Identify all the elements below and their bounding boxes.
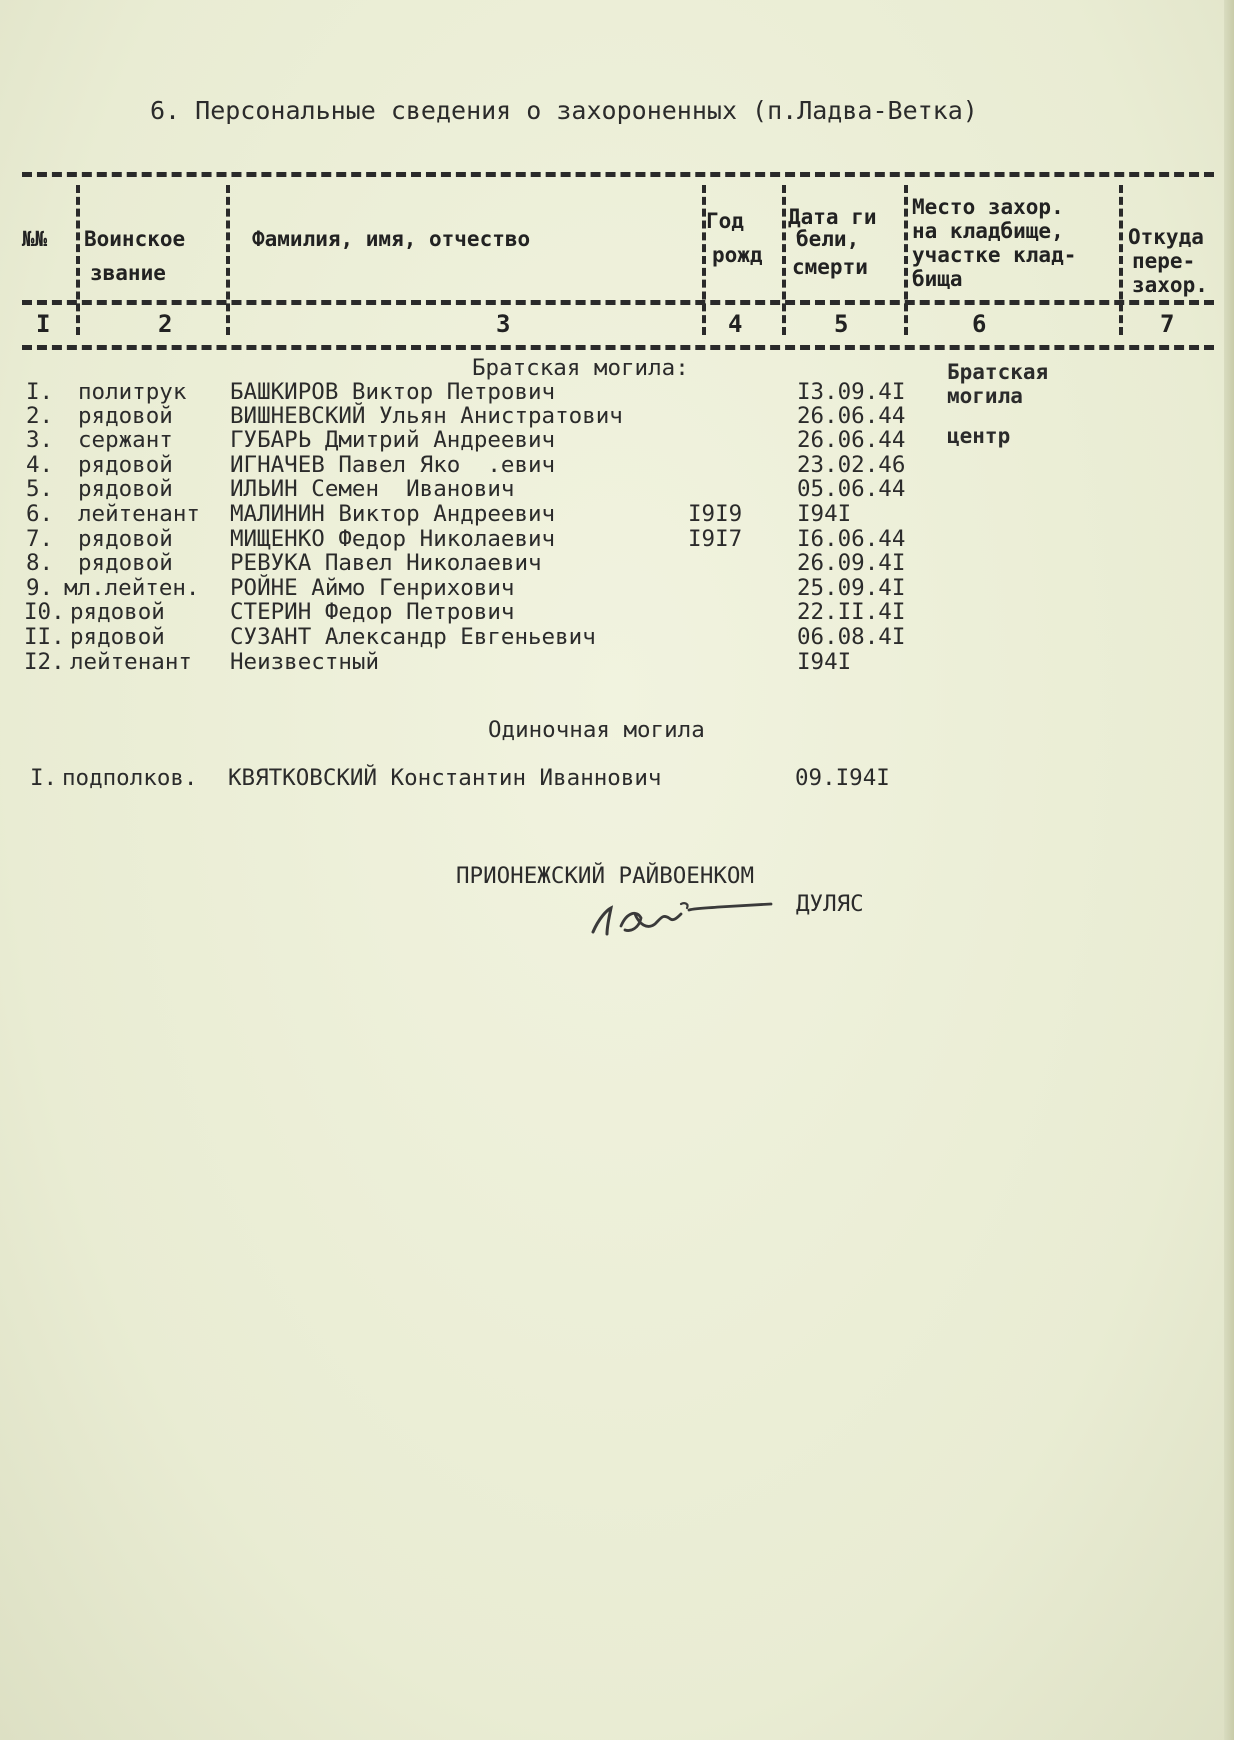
burial-place-line2: могила: [947, 384, 1023, 408]
row-death-date: 09.I94I: [795, 765, 890, 791]
row-rank: рядовой: [70, 624, 165, 650]
burial-place-line3: центр: [947, 424, 1011, 448]
row-rank: рядовой: [78, 476, 173, 502]
header-death-line1: Дата ги: [788, 205, 877, 229]
header-place-line1: Место захор.: [912, 195, 1064, 219]
row-rank: рядовой: [78, 550, 173, 576]
header-birth-line2: рожд: [712, 243, 763, 267]
row-rank: лейтенант: [70, 649, 192, 675]
row-rank: рядовой: [70, 599, 165, 625]
row-full-name: МАЛИНИН Виктор Андреевич: [230, 501, 556, 527]
row-birth-year: I9I9: [688, 501, 743, 527]
header-full-name: Фамилия, имя, отчество: [252, 227, 531, 251]
row-number: I.: [26, 379, 54, 405]
row-death-date: I3.09.4I: [797, 379, 906, 405]
row-death-date: 26.06.44: [797, 403, 906, 429]
row-death-date: 05.06.44: [797, 476, 906, 502]
row-number: 8.: [26, 550, 54, 576]
row-number: 2.: [26, 403, 54, 429]
row-rank: политрук: [78, 379, 187, 405]
row-full-name: РЕВУКА Павел Николаевич: [230, 550, 542, 576]
column-separator: [904, 185, 908, 335]
row-birth-year: I9I7: [688, 526, 743, 552]
burial-place-line1: Братская: [947, 360, 1049, 384]
row-full-name: РОЙНЕ Аймо Генрихович: [230, 575, 515, 601]
row-rank: мл.лейтен.: [64, 575, 200, 601]
column-separator: [1119, 185, 1123, 335]
row-rank: рядовой: [78, 526, 173, 552]
single-grave-heading: Одиночная могила: [488, 717, 705, 743]
row-number: I.: [30, 765, 58, 791]
row-death-date: I94I: [797, 649, 852, 675]
row-number: I2.: [24, 649, 65, 675]
column-separator: [702, 185, 706, 335]
row-full-name: БАШКИРОВ Виктор Петрович: [230, 379, 556, 405]
document-title: 6. Персональные сведения о захороненных (п.Ладва-Ветка): [150, 96, 978, 125]
row-rank: рядовой: [78, 403, 173, 429]
row-full-name: СУЗАНТ Александр Евгеньевич: [230, 624, 596, 650]
header-birth-line1: Год: [706, 209, 744, 233]
column-separator: [76, 185, 80, 335]
row-number: II.: [24, 624, 65, 650]
handwritten-signature: [585, 888, 775, 948]
row-number: 5.: [26, 476, 54, 502]
row-death-date: 26.09.4I: [797, 550, 906, 576]
row-full-name: ВИШНЕВСКИЙ Ульян Анистратович: [230, 403, 623, 429]
header-death-line3: смерти: [792, 255, 868, 279]
column-number: 5: [834, 310, 849, 338]
page-edge: [1224, 0, 1234, 1740]
row-full-name: ГУБАРЬ Дмитрий Андреевич: [230, 427, 556, 453]
header-top-rule: [22, 172, 1214, 177]
column-number: 2: [158, 310, 173, 338]
signature-office: ПРИОНЕЖСКИЙ РАЙВОЕНКОМ: [456, 863, 755, 889]
row-death-date: 22.II.4I: [797, 599, 906, 625]
column-number: I: [36, 310, 51, 338]
row-death-date: 25.09.4I: [797, 575, 906, 601]
row-number: I0.: [24, 599, 65, 625]
row-full-name: Неизвестный: [230, 649, 380, 675]
column-separator: [226, 185, 230, 335]
header-rank-line1: Воинское: [84, 227, 186, 251]
header-place-line4: бища: [912, 267, 963, 291]
row-rank: лейтенант: [78, 501, 200, 527]
row-number: 7.: [26, 526, 54, 552]
signature-name: ДУЛЯС: [796, 891, 864, 917]
row-rank: рядовой: [78, 452, 173, 478]
row-full-name: ИЛЬИН Семен Иванович: [230, 476, 515, 502]
column-number: 3: [496, 310, 511, 338]
column-separator: [782, 185, 786, 335]
row-full-name: МИЩЕНКО Федор Николаевич: [230, 526, 556, 552]
header-place-line2: на кладбище,: [912, 219, 1064, 243]
column-number: 4: [728, 310, 743, 338]
header-origin-line3: захор.: [1132, 273, 1208, 297]
header-origin-line1: Откуда: [1128, 225, 1204, 249]
header-number: №№: [22, 227, 48, 251]
row-full-name: КВЯТКОВСКИЙ Константин Иваннович: [228, 765, 662, 791]
mass-grave-heading: Братская могила:: [472, 355, 689, 381]
row-death-date: 06.08.4I: [797, 624, 906, 650]
header-death-line2: бели,: [796, 227, 860, 251]
row-full-name: ИГНАЧЕВ Павел Яко .евич: [230, 452, 556, 478]
row-number: 9.: [26, 575, 54, 601]
header-place-line3: участке клад-: [912, 243, 1077, 267]
row-rank: сержант: [78, 427, 173, 453]
header-origin-line2: пере-: [1132, 249, 1196, 273]
column-number: 7: [1160, 310, 1175, 338]
row-rank: подполков.: [62, 765, 198, 791]
column-number: 6: [972, 310, 987, 338]
row-number: 4.: [26, 452, 54, 478]
row-death-date: I94I: [797, 501, 852, 527]
row-death-date: 23.02.46: [797, 452, 906, 478]
header-rank-line2: звание: [90, 261, 166, 285]
row-death-date: 26.06.44: [797, 427, 906, 453]
header-mid-rule: [22, 300, 1214, 305]
row-full-name: СТЕРИН Федор Петрович: [230, 599, 515, 625]
row-number: 6.: [26, 501, 54, 527]
row-death-date: I6.06.44: [797, 526, 906, 552]
row-number: 3.: [26, 427, 54, 453]
header-bottom-rule: [22, 345, 1214, 350]
